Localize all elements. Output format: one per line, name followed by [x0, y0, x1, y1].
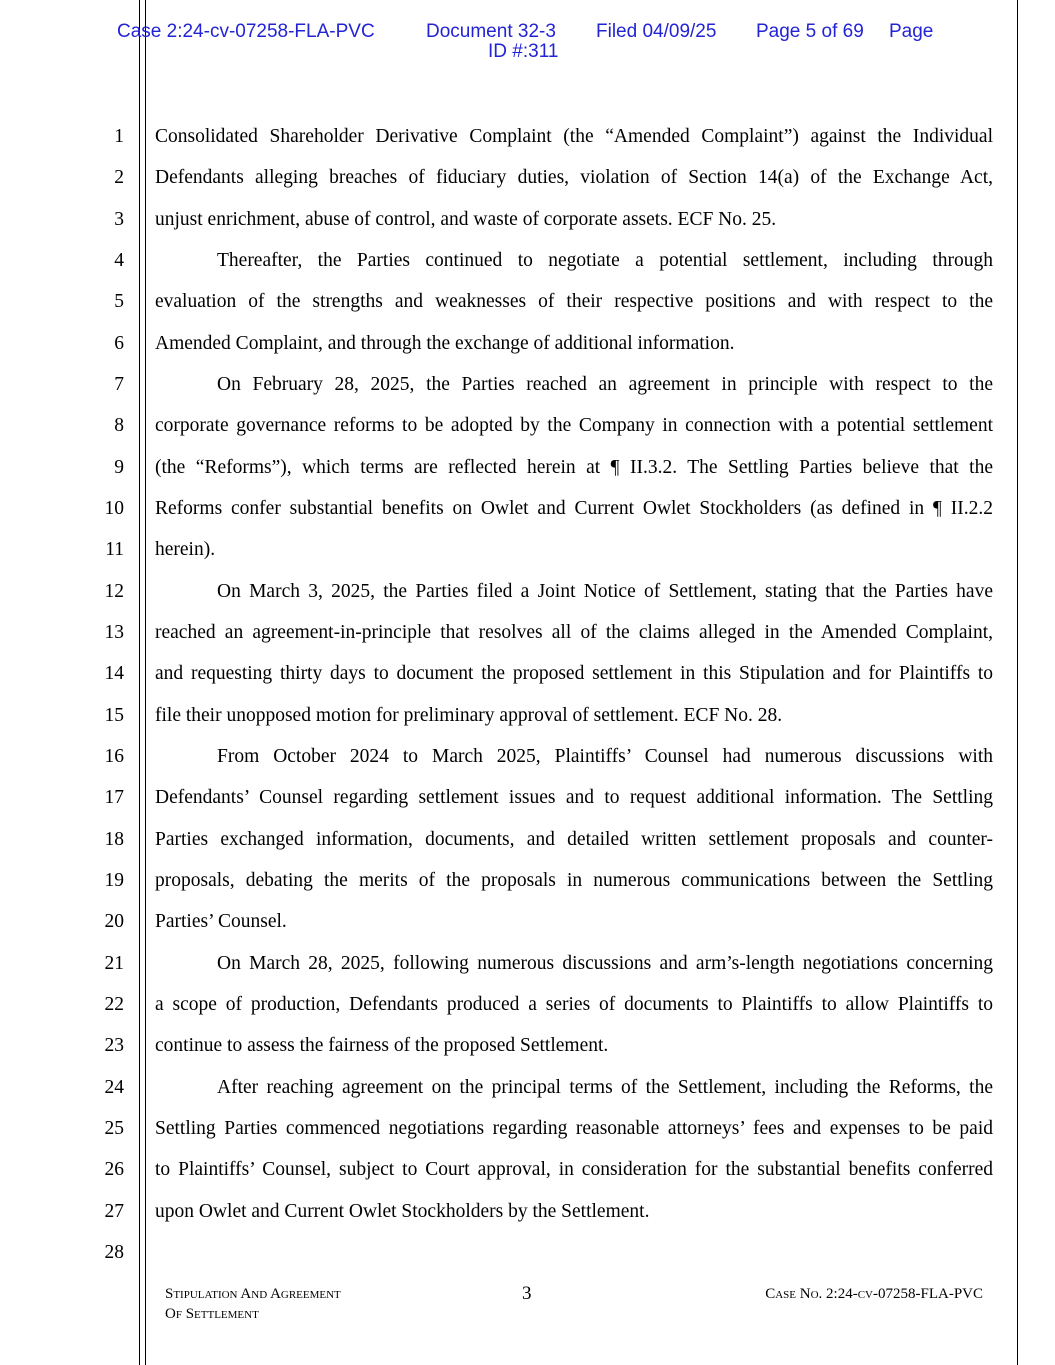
- header-filed: Filed 04/09/25: [596, 21, 717, 42]
- line-number: 17: [104, 787, 124, 809]
- header-case: Case 2:24-cv-07258-FLA-PVC: [117, 21, 375, 42]
- line-number: 8: [114, 415, 124, 437]
- text-line: continue to assess the fairness of the proposed Settlement.: [155, 1035, 609, 1057]
- text-line: Parties exchanged information, documents, and detailed written settlement proposals and counter-: [155, 828, 993, 850]
- line-number: 22: [104, 993, 124, 1015]
- text-line: On March 28, 2025, following numerous discussions and arm’s-length negotiations concerning: [217, 952, 993, 974]
- left-margin-rule-outer: [139, 0, 140, 1365]
- line-number: 20: [104, 911, 124, 933]
- line-number: 1: [114, 126, 124, 147]
- line-number: 25: [104, 1117, 124, 1139]
- text-line: From October 2024 to March 2025, Plaintiffs’ Counsel had numerous discussions with: [217, 745, 993, 767]
- text-line: (the “Reforms”), which terms are reflected herein at ¶ II.3.2. The Settling Parties believe that the: [155, 456, 993, 478]
- line-number: 10: [104, 497, 124, 519]
- line-number: 15: [104, 704, 124, 726]
- text-line: Settling Parties commenced negotiations regarding reasonable attorneys’ fees and expenses to be paid: [155, 1117, 993, 1139]
- text-line: unjust enrichment, abuse of control, and waste of corporate assets. ECF No. 25.: [155, 208, 777, 230]
- left-margin-rule-inner: [145, 0, 146, 1365]
- footer-title-line2: Of Settlement: [165, 1306, 259, 1322]
- text-line: reached an agreement-in-principle that resolves all of the claims alleged in the Amended Complaint,: [155, 621, 993, 643]
- footer-page-number: 3: [522, 1283, 532, 1304]
- footer-case-number: Case No. 2:24-cv-07258-FLA-PVC: [765, 1286, 983, 1302]
- line-number: 5: [114, 291, 124, 313]
- line-number: 6: [114, 332, 124, 354]
- text-line: Consolidated Shareholder Derivative Complaint (the “Amended Complaint”) against the Individual: [155, 126, 993, 147]
- text-line: upon Owlet and Current Owlet Stockholders by the Settlement.: [155, 1200, 650, 1222]
- line-number: 24: [104, 1076, 124, 1098]
- line-number: 19: [104, 869, 124, 891]
- text-line: On February 28, 2025, the Parties reached an agreement in principle with respect to the: [217, 373, 993, 395]
- right-margin-rule: [1017, 0, 1018, 1365]
- text-line: to Plaintiffs’ Counsel, subject to Court approval, in consideration for the substantial benefits conferred: [155, 1159, 993, 1181]
- line-number: 26: [104, 1159, 124, 1181]
- text-line: Parties’ Counsel.: [155, 911, 287, 933]
- text-line: Defendants alleging breaches of fiduciary duties, violation of Section 14(a) of the Exchange Act,: [155, 167, 993, 189]
- line-number: 4: [114, 249, 124, 271]
- text-line: proposals, debating the merits of the proposals in numerous communications between the Settling: [155, 869, 993, 891]
- text-line: Thereafter, the Parties continued to negotiate a potential settlement, including through: [217, 249, 993, 271]
- text-line: Reforms confer substantial benefits on Owlet and Current Owlet Stockholders (as defined in ¶ II.2.2: [155, 497, 993, 519]
- text-line: evaluation of the strengths and weaknesses of their respective positions and with respect to the: [155, 291, 993, 313]
- line-number: 11: [105, 539, 124, 561]
- text-line: corporate governance reforms to be adopted by the Company in connection with a potential settlement: [155, 415, 993, 437]
- line-number: 13: [104, 621, 124, 643]
- footer-title-line1: Stipulation And Agreement: [165, 1286, 341, 1302]
- line-number: 23: [104, 1035, 124, 1057]
- text-line: After reaching agreement on the principal terms of the Settlement, including the Reforms, the: [217, 1076, 993, 1098]
- line-number: 21: [104, 952, 124, 974]
- line-number: 27: [104, 1200, 124, 1222]
- header-page-id-prefix: Page: [889, 21, 934, 42]
- line-number: 14: [104, 663, 124, 685]
- text-line: file their unopposed motion for preliminary approval of settlement. ECF No. 28.: [155, 704, 783, 726]
- line-number: 12: [104, 580, 124, 602]
- text-line: herein).: [155, 539, 216, 561]
- text-line: and requesting thirty days to document the proposed settlement in this Stipulation and for Plaintiffs to: [155, 663, 993, 685]
- line-number: 3: [114, 208, 124, 230]
- text-line: Defendants’ Counsel regarding settlement issues and to request additional information. The Settling: [155, 787, 993, 809]
- line-number: 7: [114, 373, 124, 395]
- line-number: 18: [104, 828, 124, 850]
- line-number: 9: [114, 456, 124, 478]
- header-document: Document 32-3: [426, 21, 556, 42]
- header-page: Page 5 of 69: [756, 21, 864, 42]
- text-line: a scope of production, Defendants produced a series of documents to Plaintiffs to allow Plaintiffs to: [155, 993, 993, 1015]
- header-page-id: ID #:311: [488, 41, 559, 62]
- text-line: On March 3, 2025, the Parties filed a Joint Notice of Settlement, stating that the Parties have: [217, 580, 993, 602]
- text-line: Amended Complaint, and through the exchange of additional information.: [155, 332, 735, 354]
- line-number: 2: [114, 167, 124, 189]
- line-number: 16: [104, 745, 124, 767]
- line-number: 28: [104, 1241, 124, 1263]
